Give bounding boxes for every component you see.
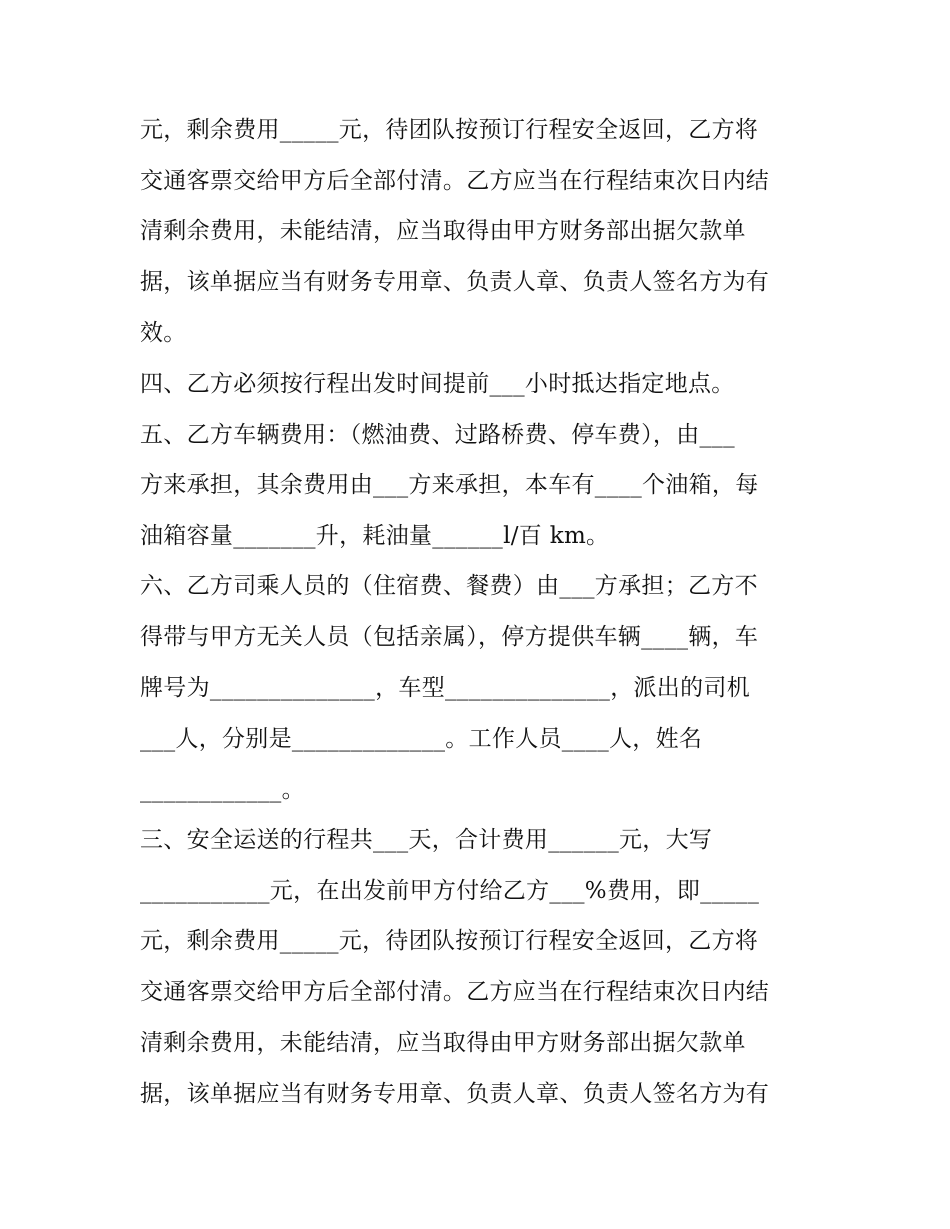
text-line: 据，该单据应当有财务专用章、负责人章、负责人签名方为有	[140, 269, 770, 295]
text-line: 清剩余费用，未能结清，应当取得由甲方财务部出据欠款单	[140, 218, 746, 244]
text-line: 元，剩余费用_____元，待团队按预订行程安全返回，乙方将	[140, 928, 759, 954]
text-line: 据，该单据应当有财务专用章、负责人章、负责人签名方为有	[140, 1081, 770, 1107]
text-line: 清剩余费用，未能结清，应当取得由甲方财务部出据欠款单	[140, 1030, 746, 1056]
text-line: ___________元，在出发前甲方付给乙方___%费用，即_____	[140, 878, 760, 904]
text-line: ____________。	[140, 777, 305, 803]
text-line: 交通客票交给甲方后全部付清。乙方应当在行程结束次日内结	[140, 979, 770, 1005]
text-line: 牌号为______________，车型______________，派出的司机	[140, 675, 750, 701]
text-line: 四、乙方必须按行程出发时间提前___小时抵达指定地点。	[140, 371, 735, 397]
text-line: 得带与甲方无关人员（包括亲属），停方提供车辆____辆，车	[140, 624, 759, 650]
text-line: 元，剩余费用_____元，待团队按预订行程安全返回，乙方将	[140, 117, 759, 143]
text-line: 效。	[140, 320, 187, 346]
text-line: 三、安全运送的行程共___天，合计费用______元，大写	[140, 827, 713, 853]
text-line: 交通客票交给甲方后全部付清。乙方应当在行程结束次日内结	[140, 168, 770, 194]
text-line: 六、乙方司乘人员的（住宿费、餐费）由___方承担；乙方不	[140, 573, 758, 599]
text-line: 五、乙方车辆费用：（燃油费、过路桥费、停车费），由___	[140, 422, 735, 448]
text-line: ___人，分别是_____________。工作人员____人，姓名	[140, 726, 703, 752]
text-line: 油箱容量_______升，耗油量______l/百 km。	[140, 523, 610, 549]
text-line: 方来承担，其余费用由___方来承担，本车有____个油箱，每	[140, 472, 759, 498]
